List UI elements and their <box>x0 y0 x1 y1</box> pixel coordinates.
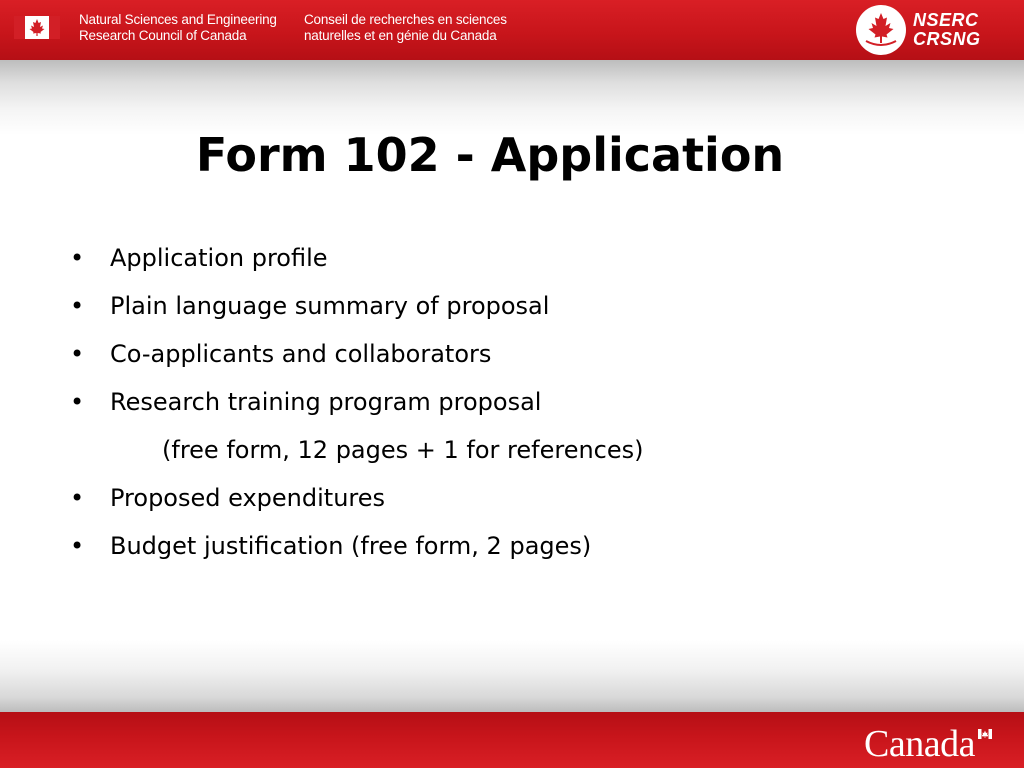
bullet-marker: • <box>70 532 85 560</box>
logo-line-1: NSERC <box>913 10 979 30</box>
bullet-marker: • <box>70 340 85 368</box>
org-en-line-1: Natural Sciences and Engineering <box>79 12 277 27</box>
bullet-marker: • <box>70 388 85 416</box>
nserc-logo-icon <box>856 5 906 55</box>
organization-name-english <box>79 12 277 44</box>
org-fr-line-1: Conseil de recherches en sciences <box>304 12 507 27</box>
bullet-marker: • <box>70 484 85 512</box>
logo-line-2: CRSNG <box>913 29 981 49</box>
bullet-marker: • <box>70 244 85 272</box>
bullet-text: Research training program proposal <box>110 388 542 416</box>
org-en-line-2: Research Council of Canada <box>79 28 247 43</box>
header-banner <box>0 0 1024 60</box>
slide-title: Form 102 - Application <box>195 128 785 182</box>
header-gradient <box>0 60 1024 135</box>
bullet-text: Budget justification (free form, 2 pages) <box>110 532 592 560</box>
footer-gradient <box>0 640 1024 712</box>
bullet-text: Co-applicants and collaborators <box>110 340 492 368</box>
bullet-text: Proposed expenditures <box>110 484 386 512</box>
organization-name-french <box>304 12 507 44</box>
canada-wordmark: Canada <box>864 723 975 765</box>
bullet-text: Application profile <box>110 244 328 272</box>
org-fr-line-2: naturelles et en génie du Canada <box>304 28 497 43</box>
bullet-marker: • <box>70 292 85 320</box>
canada-flag-icon <box>14 16 60 39</box>
canada-wordmark-flag-icon <box>978 729 992 739</box>
bullet-text: Plain language summary of proposal <box>110 292 550 320</box>
bullet-text: (free form, 12 pages + 1 for references) <box>162 436 644 464</box>
nserc-crsng-wordmark <box>913 11 981 49</box>
